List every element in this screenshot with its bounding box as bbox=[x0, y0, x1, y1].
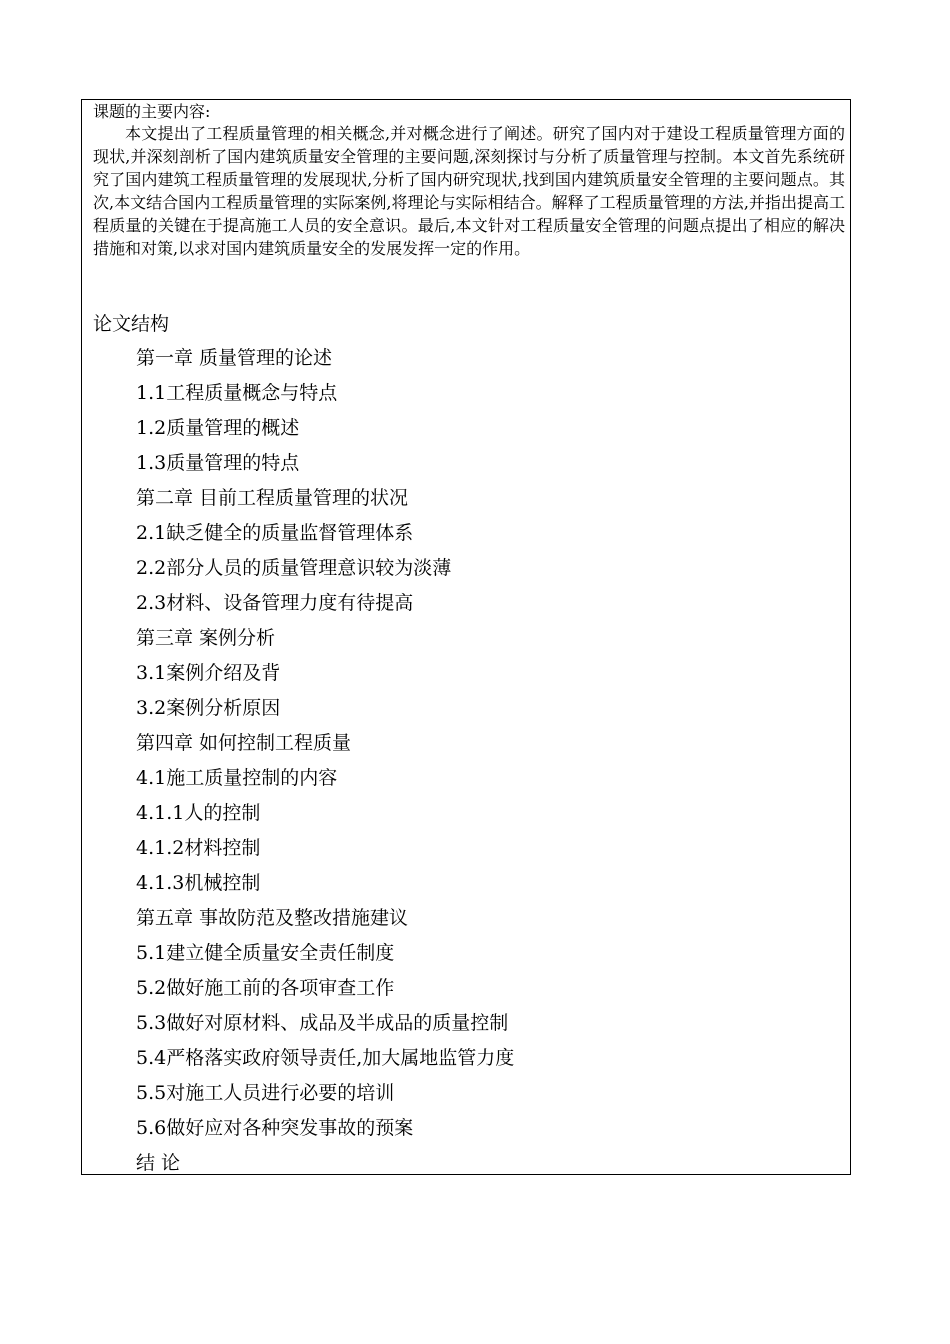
toc-chapter-3: 第三章 案例分析 bbox=[136, 627, 276, 649]
content-table-cell bbox=[81, 99, 851, 1175]
toc-conclusion: 结 论 bbox=[136, 1152, 181, 1174]
toc-item: 5.1建立健全质量安全责任制度 bbox=[136, 942, 395, 964]
toc-chapter-5: 第五章 事故防范及整改措施建议 bbox=[136, 907, 409, 929]
toc-item: 1.3质量管理的特点 bbox=[136, 452, 300, 474]
table-of-contents bbox=[136, 341, 514, 1181]
section-label: 课题的主要内容: bbox=[93, 102, 211, 121]
toc-item: 4.1.1人的控制 bbox=[136, 802, 261, 824]
structure-title: 论文结构 bbox=[93, 313, 170, 335]
toc-item: 4.1施工质量控制的内容 bbox=[136, 767, 338, 789]
toc-item: 5.3做好对原材料、成品及半成品的质量控制 bbox=[136, 1012, 509, 1034]
toc-item: 1.1工程质量概念与特点 bbox=[136, 382, 338, 404]
abstract-paragraph: 本文提出了工程质量管理的相关概念,并对概念进行了阐述。研究了国内对于建设工程质量管理方面的现状,并深刻剖析了国内建筑质量安全管理的主要问题,深刻探讨与分析了质量管理与控制。本文首先系统研究了国内建筑工程质量管理的发展现状,分析了国内研究现状,找到国内建筑质量安全管理的主要问题点。其次,本文结合国内工程质量管理的实际案例,将理论与实际相结合。解释了工程质量管理的方法,并指出提高工程质量的关键在于提高施工人员的安全意识。最后,本文针对工程质量安全管理的问题点提出了相应的解决措施和对策,以求对国内建筑质量安全的发展发挥一定的作用。 bbox=[93, 124, 845, 258]
toc-item: 3.2案例分析原因 bbox=[136, 697, 281, 719]
toc-chapter-2: 第二章 目前工程质量管理的状况 bbox=[136, 487, 409, 509]
toc-item: 2.2部分人员的质量管理意识较为淡薄 bbox=[136, 557, 452, 579]
toc-item: 4.1.3机械控制 bbox=[136, 872, 261, 894]
toc-item: 1.2质量管理的概述 bbox=[136, 417, 300, 439]
toc-chapter-4: 第四章 如何控制工程质量 bbox=[136, 732, 352, 754]
toc-item: 5.2做好施工前的各项审查工作 bbox=[136, 977, 395, 999]
toc-item: 5.5对施工人员进行必要的培训 bbox=[136, 1082, 395, 1104]
toc-item: 3.1案例介绍及背 bbox=[136, 662, 281, 684]
toc-item: 2.3材料、设备管理力度有待提高 bbox=[136, 592, 414, 614]
toc-item: 2.1缺乏健全的质量监督管理体系 bbox=[136, 522, 414, 544]
toc-item: 4.1.2材料控制 bbox=[136, 837, 261, 859]
toc-item: 5.4严格落实政府领导责任,加大属地监管力度 bbox=[136, 1047, 515, 1069]
toc-chapter-1: 第一章 质量管理的论述 bbox=[136, 347, 333, 369]
toc-item: 5.6做好应对各种突发事故的预案 bbox=[136, 1117, 414, 1139]
